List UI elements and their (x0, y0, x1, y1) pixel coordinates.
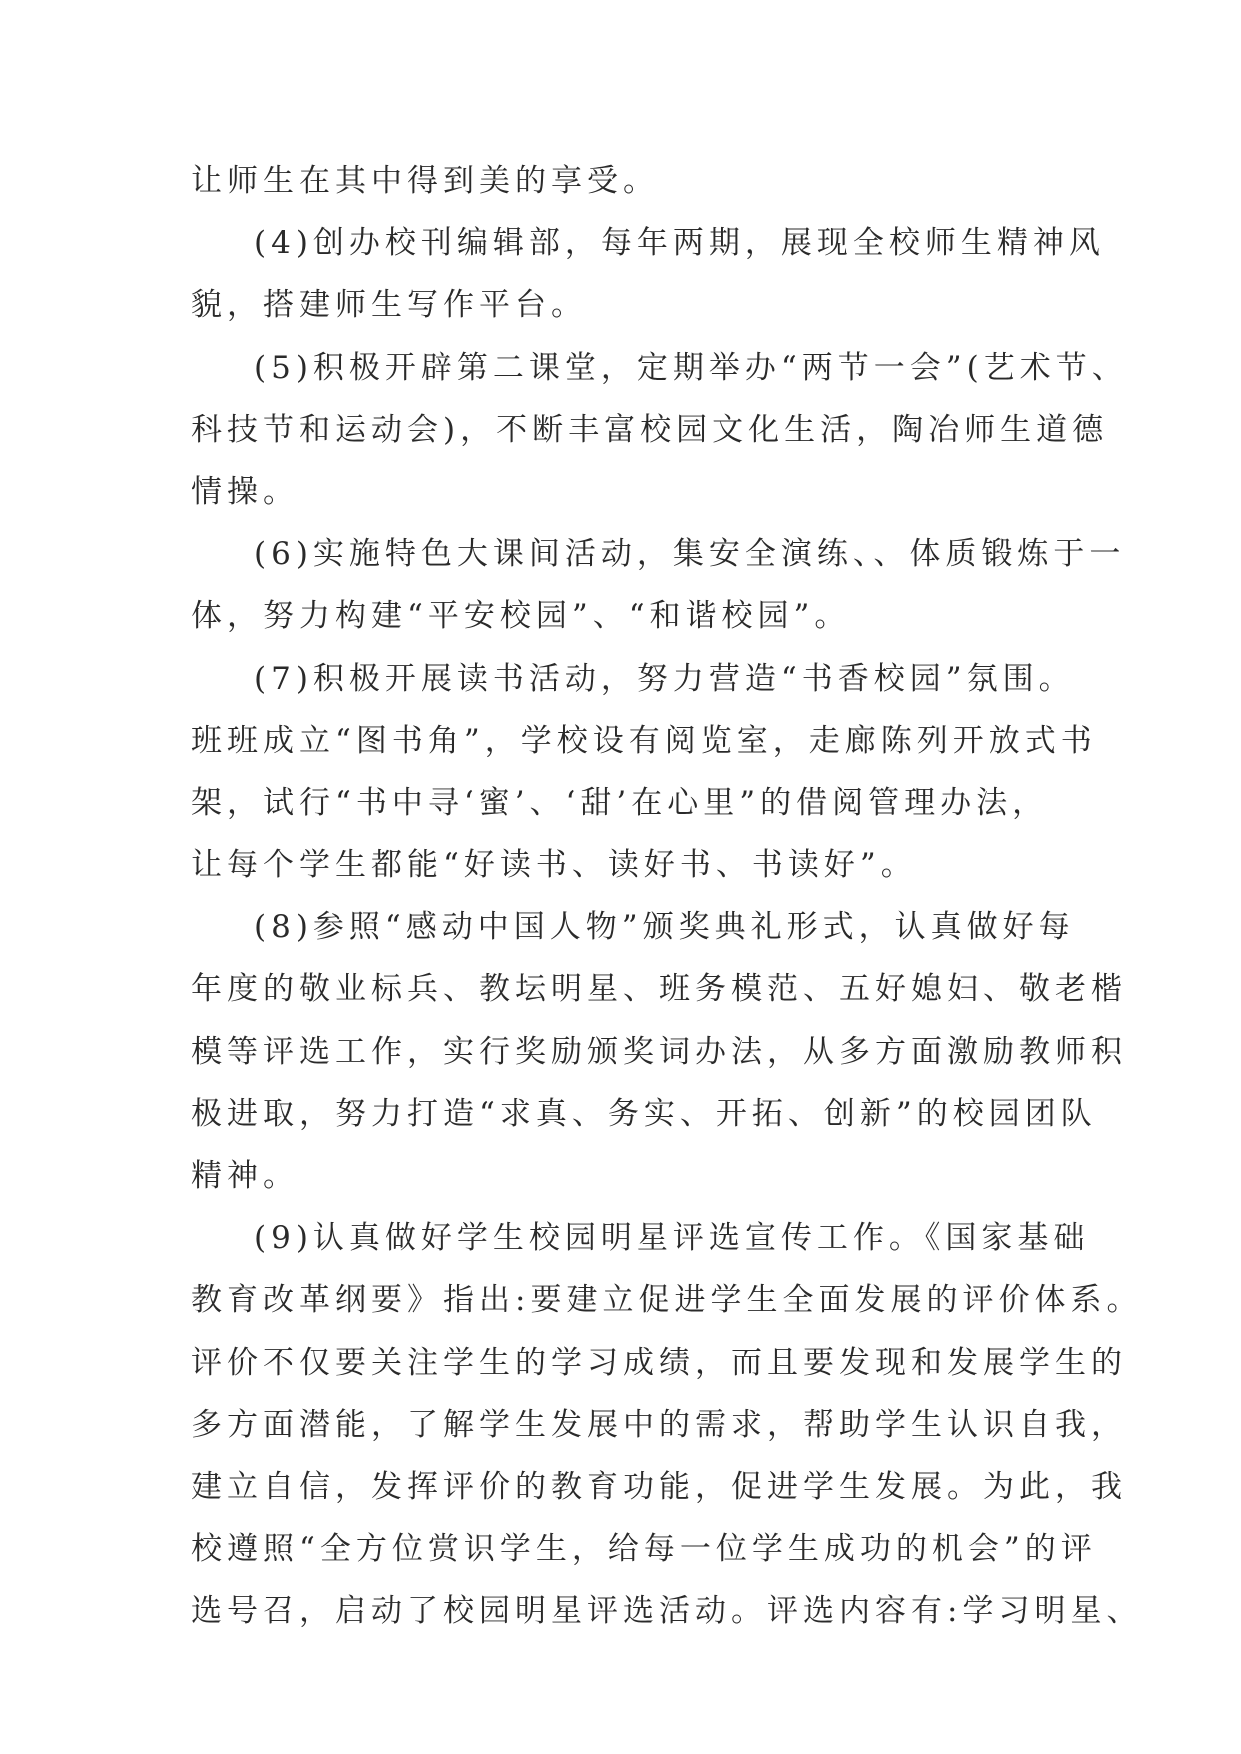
text-line: 情操。 (191, 473, 299, 510)
text-line: 貌，搭建师生写作平台。 (191, 287, 587, 324)
text-line: 评价不仅要关注学生的学习成绩，而且要发现和发展学生的 (191, 1344, 1127, 1381)
document-body (191, 150, 1143, 1643)
text-line: (7)积极开展读书活动，努力营造“书香校园”氛围。 (254, 660, 1075, 697)
text-line: (6)实施特色大课间活动，集安全演练、、体质锻炼于一 (254, 536, 1126, 573)
text-line: 建立自信，发挥评价的教育功能，促进学生发展。为此，我 (191, 1468, 1127, 1505)
text-line: 科技节和运动会)，不断丰富校园文化生活，陶冶师生道德 (191, 411, 1109, 448)
paragraph-item-8 (191, 896, 1127, 1207)
text-line: (9)认真做好学生校园明星评选宣传工作。《国家基础 (254, 1220, 1090, 1257)
text-line: 架，试行“书中寻‘蜜’、‘甜’在心里”的借阅管理办法， (191, 784, 1049, 821)
text-line: 选号召，启动了校园明星评选活动。评选内容有:学习明星、 (191, 1593, 1143, 1630)
text-line: 年度的敬业标兵、教坛明星、班务模范、五好媳妇、敬老楷 (191, 971, 1127, 1008)
paragraph-item-4 (191, 212, 1105, 336)
paragraph-item-5 (191, 337, 1128, 524)
paragraph-item-9 (191, 1207, 1143, 1642)
text-line: 多方面潜能，了解学生发展中的需求，帮助学生认识自我， (191, 1406, 1127, 1443)
text-line: (5)积极开辟第二课堂，定期举办“两节一会”(艺术节、 (254, 349, 1128, 386)
text-line: 体，努力构建“平安校园”、“和谐校园”。 (191, 598, 851, 635)
paragraph-continuation (191, 150, 1061, 212)
text-line: 精神。 (191, 1158, 299, 1194)
paragraph-item-7 (191, 648, 1097, 897)
text-line: 极进取，努力打造“求真、务实、开拓、创新”的校园团队 (191, 1095, 1097, 1132)
text-line: 让每个学生都能“好读书、读好书、书读好”。 (191, 847, 917, 884)
paragraph-item-6 (191, 523, 1126, 647)
text-line: 让师生在其中得到美的享受。 (191, 163, 659, 199)
text-line: 班班成立“图书角”，学校设有阅览室，走廊陈列开放式书 (191, 722, 1097, 759)
text-line: (4)创办校刊编辑部，每年两期，展现全校师生精神风 (254, 225, 1105, 262)
text-line: 校遵照“全方位赏识学生，给每一位学生成功的机会”的评 (191, 1531, 1097, 1568)
text-line: (8)参照“感动中国人物”颁奖典礼形式，认真做好每 (254, 909, 1075, 946)
text-line: 教育改革纲要》指出:要建立促进学生全面发展的评价体系。 (191, 1282, 1143, 1319)
text-line: 模等评选工作，实行奖励颁奖词办法，从多方面激励教师积 (191, 1033, 1127, 1070)
